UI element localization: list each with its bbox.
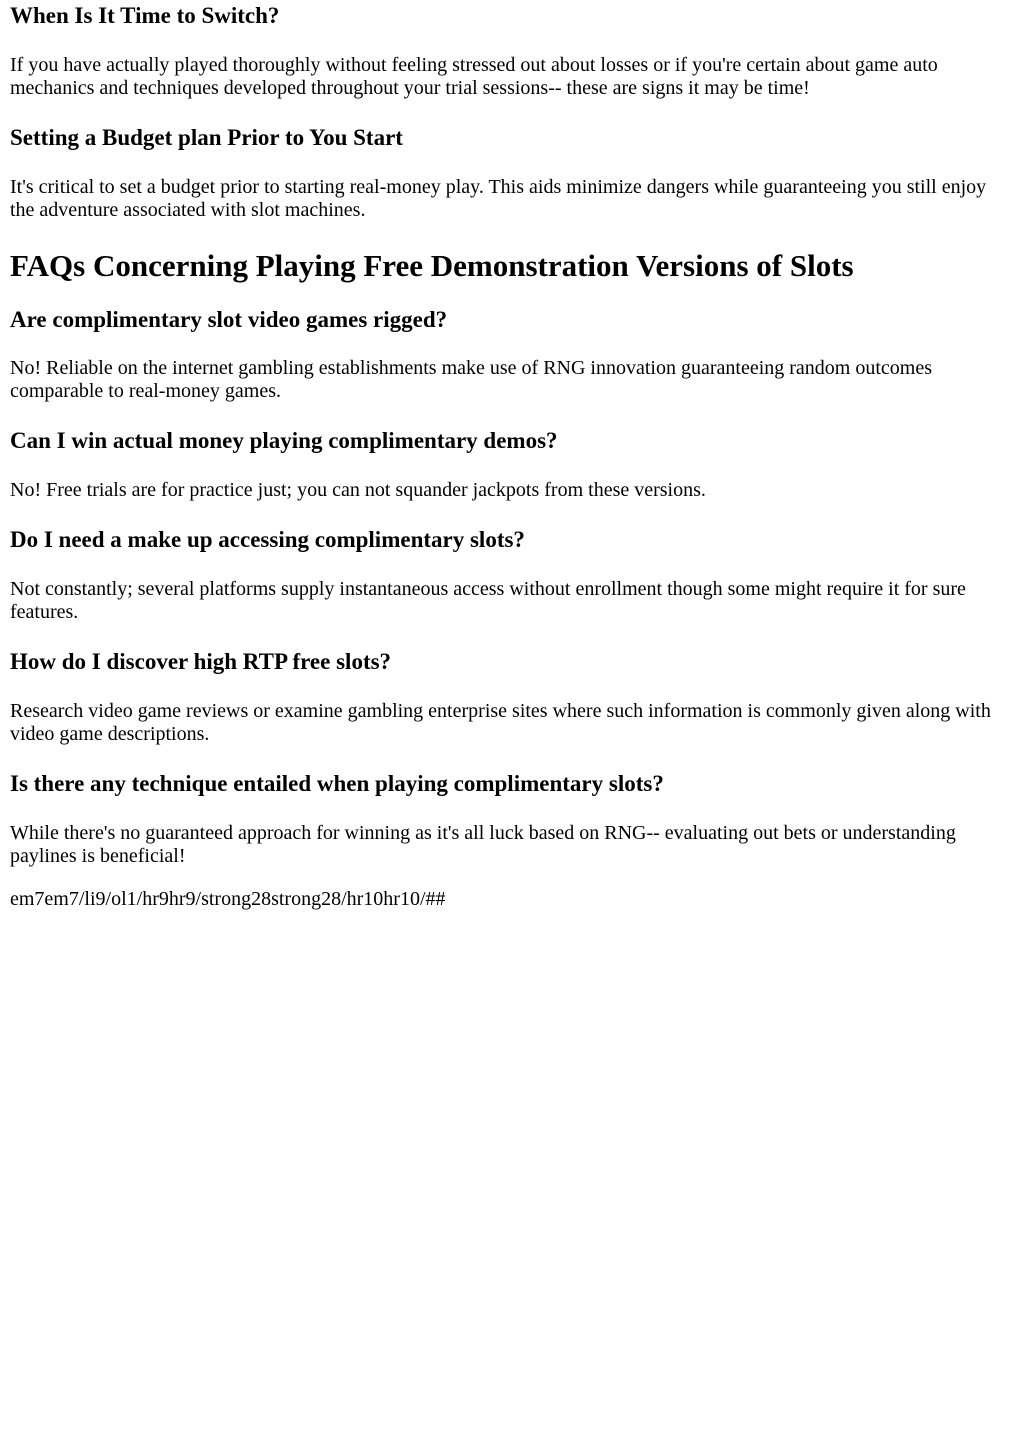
faq-answer: Research video game reviews or examine gambling enterprise sites where such information is commonly given along with video game descriptions. [10,700,991,745]
faq-question: Are complimentary slot video games rigged? [10,307,448,332]
section-paragraph-switch: If you have actually played thoroughly without feeling stressed out about losses or if you're certain about game auto mechanics and techniques developed throughout your trial sessions-- these are signs it may be time! [10,54,938,99]
faq-title: FAQs Concerning Playing Free Demonstration Versions of Slots [10,248,854,283]
faq-question: Do I need a make up accessing complimentary slots? [10,527,525,552]
faq-answer: Not constantly; several platforms supply instantaneous access without enrollment though some might require it for sure features. [10,578,966,623]
article-body [0,3,1024,911]
faq-question: Is there any technique entailed when playing complimentary slots? [10,771,664,796]
faq-question: How do I discover high RTP free slots? [10,649,392,674]
faq-question: Can I win actual money playing complimentary demos? [10,428,558,453]
faq-answer: No! Reliable on the internet gambling establishments make use of RNG innovation guaranteeing random outcomes comparable to real-money games. [10,357,933,402]
section-heading-budget: Setting a Budget plan Prior to You Start [10,125,403,150]
section-heading-switch: When Is It Time to Switch? [10,3,280,28]
faq-answer: No! Free trials are for practice just; you can not squander jackpots from these versions. [10,479,706,501]
footer-text: em7em7/li9/ol1/hr9hr9/strong28strong28/hr10hr10/## [10,888,446,910]
section-paragraph-budget: It's critical to set a budget prior to starting real-money play. This aids minimize dangers while guaranteeing you still enjoy the adventure associated with slot machines. [10,176,987,221]
faq-answer: While there's no guaranteed approach for winning as it's all luck based on RNG-- evaluating out bets or understanding paylines is beneficial! [10,822,956,867]
